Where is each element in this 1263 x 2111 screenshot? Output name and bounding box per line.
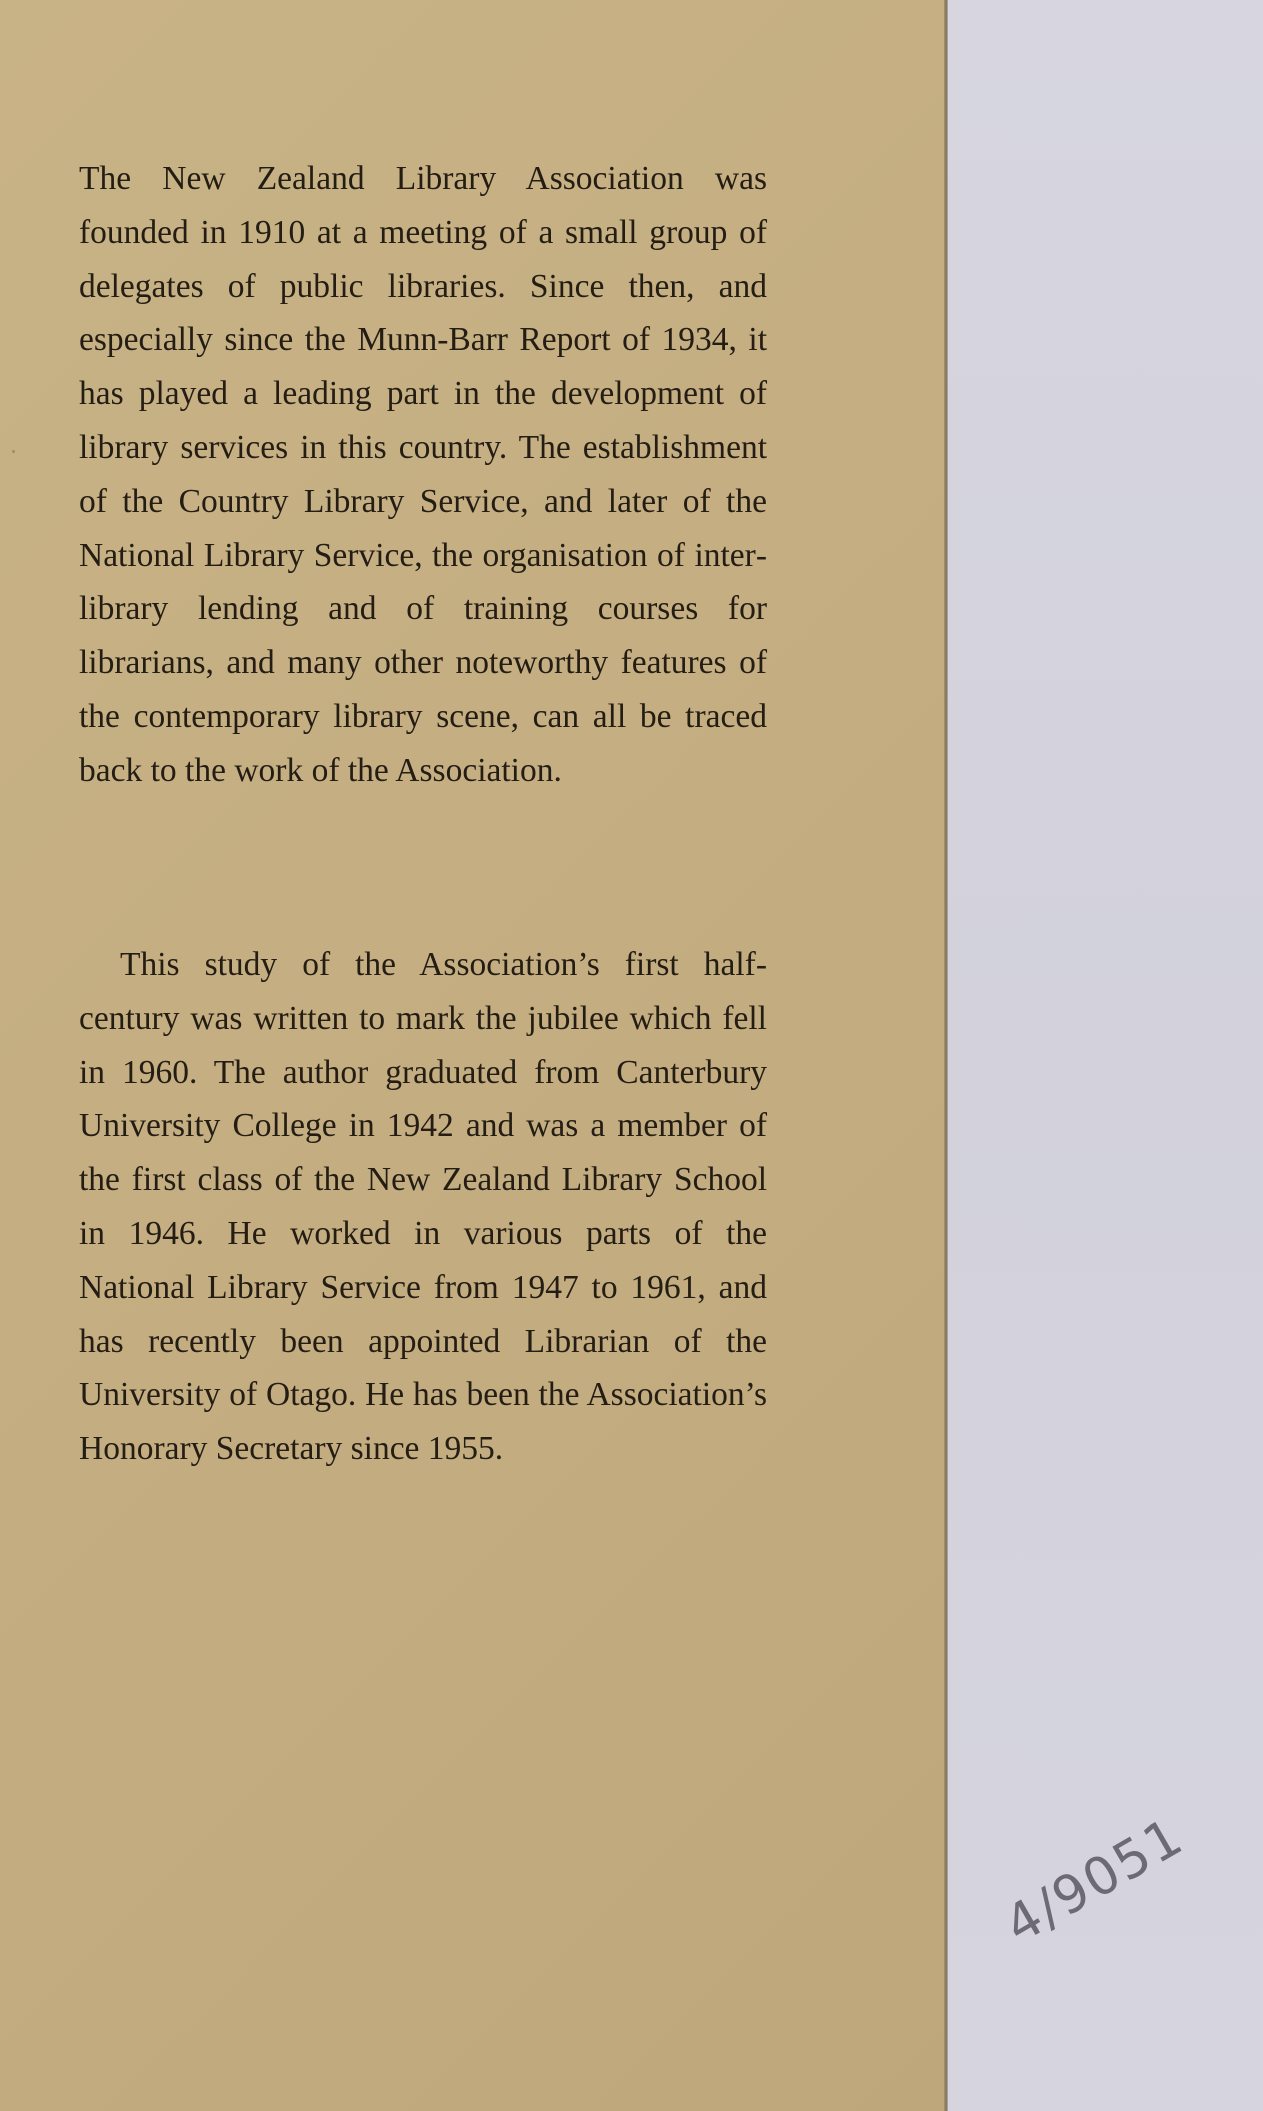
scan-backdrop: [948, 0, 1263, 2111]
handwritten-pencil-note: 4/9051: [995, 1806, 1194, 1956]
author-paragraph-2: This study of the Association’s first half-century was written to mark the jubilee which fell in 1960. The author graduated from Canterbury University College in 1942 and was a member of the first class of the New Zealand Library School in 1946. He worked in various parts of the National Library Service from 1947 to 1961, and has recently been appointed Librarian of the University of Otago. He has been the Association’s Honorary Secretary since 1955.: [79, 946, 767, 1468]
description-paragraph-1: The New Zealand Library Association was founded in 1910 at a meeting of a small group of delegates of public libraries. Since then, and especially since the Munn-Barr Report of 1934, it has played a leading part in the development of library services in this country. The establishment of the Country Library Service, and later of the National Library Service, the organisation of interlibrary lending and of training courses for librarians, and many other noteworthy features of the contemporary library scene, can all be traced back to the work of the Association.: [79, 160, 767, 789]
paper-speck: [12, 450, 15, 453]
